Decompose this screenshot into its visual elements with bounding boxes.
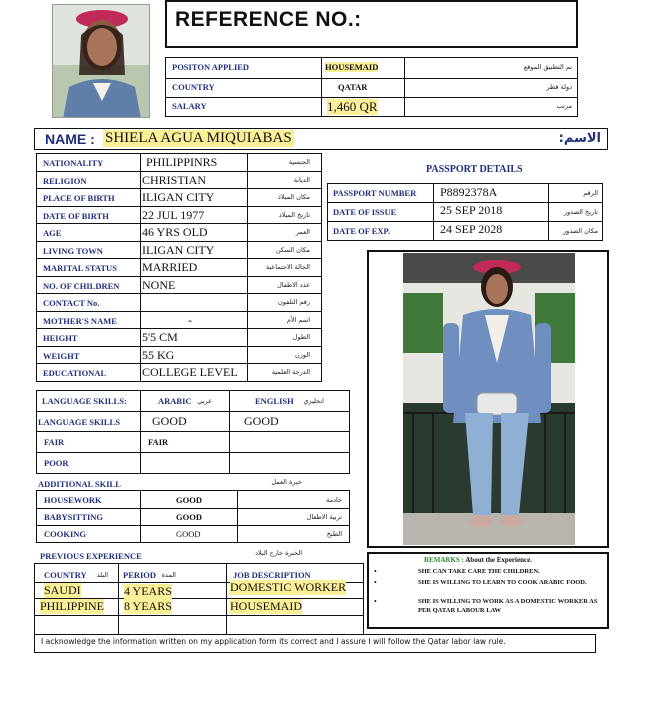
- personal-value: PHILIPPINRS: [146, 155, 218, 169]
- passport-number-value: P8892378A: [440, 185, 498, 199]
- language-skills-header: LANGUAGE SKILLS:: [42, 396, 127, 406]
- country-value: QATAR: [338, 82, 368, 92]
- personal-arabic: الطول: [292, 333, 310, 341]
- fair-row-label: FAIR: [44, 437, 65, 447]
- poor-row-label: POOR: [44, 458, 69, 468]
- acknowledgement-text: I acknowledge the information written on my application form its correct and I assure I will follow the Qatar labor law rule.: [41, 637, 506, 646]
- personal-value: COLLEGE LEVEL: [142, 365, 238, 379]
- acknowledgement-box: [34, 634, 596, 653]
- remarks-item-3: SHE IS WILLING TO WORK AS A DOMESTIC WORKER AS PER QATAR LABOUR LAW: [418, 598, 598, 614]
- applicant-headshot-photo: [52, 4, 150, 118]
- personal-value: CHRISTIAN: [142, 172, 207, 187]
- personal-label: HEIGHT: [43, 333, 78, 343]
- experience-job-1: DOMESTIC WORKER: [230, 580, 347, 594]
- previous-experience-title: PREVIOUS EXPERIENCE: [40, 551, 142, 561]
- personal-label: EDUCATIONAL: [43, 368, 107, 378]
- personal-label: NATIONALITY: [43, 158, 104, 168]
- personal-value: 5'5 CM: [142, 330, 178, 344]
- personal-value: NONE: [142, 277, 176, 292]
- personal-arabic: مكان الميلاد: [277, 193, 310, 201]
- name-arabic: الاسم:: [558, 131, 601, 146]
- babysitting-arabic: تربية الاطفال: [306, 513, 342, 521]
- reference-number-box: [165, 0, 578, 48]
- name-label: NAME :: [45, 131, 95, 147]
- remarks-bullet-3: •: [374, 597, 377, 606]
- language-arabic-value: GOOD: [152, 414, 187, 428]
- personal-label: PLACE OF BIRTH: [43, 193, 115, 203]
- previous-experience-title-arabic: الخبرة خارج البلاد: [255, 549, 302, 557]
- personal-arabic: الحالة الاجتماعية: [265, 263, 310, 271]
- country-arabic: دولة قطر: [546, 83, 572, 91]
- additional-skill-title-arabic: خبرة العمل: [271, 478, 302, 486]
- fair-arabic-value: FAIR: [148, 437, 169, 447]
- applicant-name: SHIELA AGUA MIQUIABAS: [105, 130, 292, 146]
- position-applied-value: HOUSEMAID: [325, 62, 379, 72]
- language-row-label: LANGUAGE SKILLS: [38, 417, 120, 427]
- personal-label: WEIGHT: [43, 350, 80, 361]
- remarks-title: REMARKS :: [424, 556, 464, 564]
- personal-arabic: الديانة: [293, 175, 310, 184]
- experience-period-2: 8 YEARS: [124, 599, 172, 613]
- personal-value: 22 JUL 1977: [142, 207, 205, 222]
- personal-arabic: الجنسية: [288, 158, 310, 166]
- experience-country-1: SAUDI: [44, 583, 81, 597]
- remarks-heading: [424, 556, 532, 564]
- position-applied-label: POSITON APPLIED: [172, 62, 250, 72]
- personal-value: 55 KG: [142, 347, 175, 362]
- personal-label: MARITAL STATUS: [43, 263, 117, 273]
- personal-label: RELIGION: [43, 175, 87, 186]
- language-english-value: GOOD: [244, 414, 279, 428]
- cooking-label: COOKING: [44, 529, 87, 539]
- personal-arabic: اسم الأم: [286, 315, 310, 324]
- date-of-expiry-arabic: مكان الصدور: [562, 227, 598, 235]
- job-description-header: JOB DESCRIPTION: [233, 570, 311, 580]
- country-column-header: COUNTRY: [44, 570, 87, 580]
- passport-number-arabic: الرقم: [583, 189, 598, 197]
- babysitting-value: GOOD: [176, 512, 202, 522]
- personal-value: -: [188, 312, 192, 327]
- date-of-issue-label: DATE OF ISSUE: [333, 207, 397, 217]
- salary-value: 1,460 QR: [327, 99, 378, 114]
- period-column-arabic: المدة: [161, 571, 176, 579]
- personal-arabic: تاريخ الميلاد: [278, 210, 310, 219]
- experience-job-2: HOUSEMAID: [230, 599, 302, 613]
- remarks-bullet-2: •: [374, 578, 377, 587]
- personal-arabic: العمر: [295, 228, 310, 236]
- reference-number-title: REFERENCE NO.:: [175, 8, 362, 31]
- personal-label: CONTACT No.: [43, 298, 100, 308]
- remarks-item-2: SHE IS WILLING TO LEARN TO COOK ARABIC FOOD.: [418, 579, 587, 586]
- english-column-label: ENGLISH: [255, 396, 294, 406]
- passport-number-label: PASSPORT NUMBER: [333, 188, 417, 198]
- remarks-item-1: SHE CAN TAKE CARE THE CHILDREN.: [418, 568, 540, 575]
- personal-label: MOTHER'S NAME: [43, 315, 117, 326]
- date-of-issue-arabic: تاريخ الصدور: [563, 208, 598, 216]
- housework-label: HOUSEWORK: [44, 495, 102, 505]
- country-label: COUNTRY: [172, 82, 215, 92]
- passport-details-title: PASSPORT DETAILS: [426, 164, 523, 175]
- personal-arabic: الدرجة العلمية: [271, 368, 310, 376]
- applicant-full-body-photo: [403, 253, 575, 545]
- cooking-value: GOOD: [176, 529, 201, 539]
- cooking-arabic: الطبخ: [326, 530, 342, 538]
- name-bar: [34, 128, 608, 150]
- salary-arabic: مرتب: [556, 102, 572, 110]
- personal-label: AGE: [43, 228, 62, 238]
- country-column-arabic: البلد: [96, 571, 108, 579]
- date-of-expiry-value: 24 SEP 2028: [440, 222, 503, 236]
- personal-label: LIVING TOWN: [43, 245, 103, 256]
- arabic-column-label: ARABIC: [158, 396, 192, 406]
- remarks-bullet-1: •: [374, 567, 377, 576]
- personal-label: NO. OF CHILDREN: [43, 280, 120, 291]
- date-of-expiry-label: DATE OF EXP.: [333, 226, 391, 236]
- babysitting-label: BABYSITTING: [44, 512, 104, 522]
- housework-arabic: خادمة: [326, 496, 342, 504]
- personal-arabic: مكان السكن: [275, 245, 310, 254]
- salary-label: SALARY: [172, 101, 207, 111]
- personal-label: DATE OF BIRTH: [43, 210, 109, 221]
- housework-value: GOOD: [176, 495, 202, 505]
- period-column-header: PERIOD: [123, 570, 157, 580]
- position-applied-arabic: تم التطبيق الموقع: [523, 63, 572, 71]
- remarks-subtitle: About the Experience.: [465, 556, 532, 564]
- personal-arabic: الوزن: [294, 350, 310, 359]
- experience-period-1: 4 YEARS: [124, 584, 172, 598]
- arabic-column-arabic: عربي: [197, 397, 212, 405]
- date-of-issue-value: 25 SEP 2018: [440, 203, 503, 217]
- experience-country-2: PHILIPPINE: [40, 599, 105, 613]
- personal-value: ILIGAN CITY: [142, 242, 215, 257]
- personal-value: MARRIED: [142, 260, 198, 274]
- personal-value: 46 YRS OLD: [142, 225, 208, 239]
- english-column-arabic: انجليزي: [303, 397, 324, 405]
- personal-arabic: رقم التلفون: [278, 298, 310, 306]
- personal-value: ILIGAN CITY: [142, 190, 215, 204]
- personal-arabic: عدد الاطفال: [277, 280, 310, 289]
- additional-skill-title: ADDITIONAL SKILL: [38, 479, 121, 489]
